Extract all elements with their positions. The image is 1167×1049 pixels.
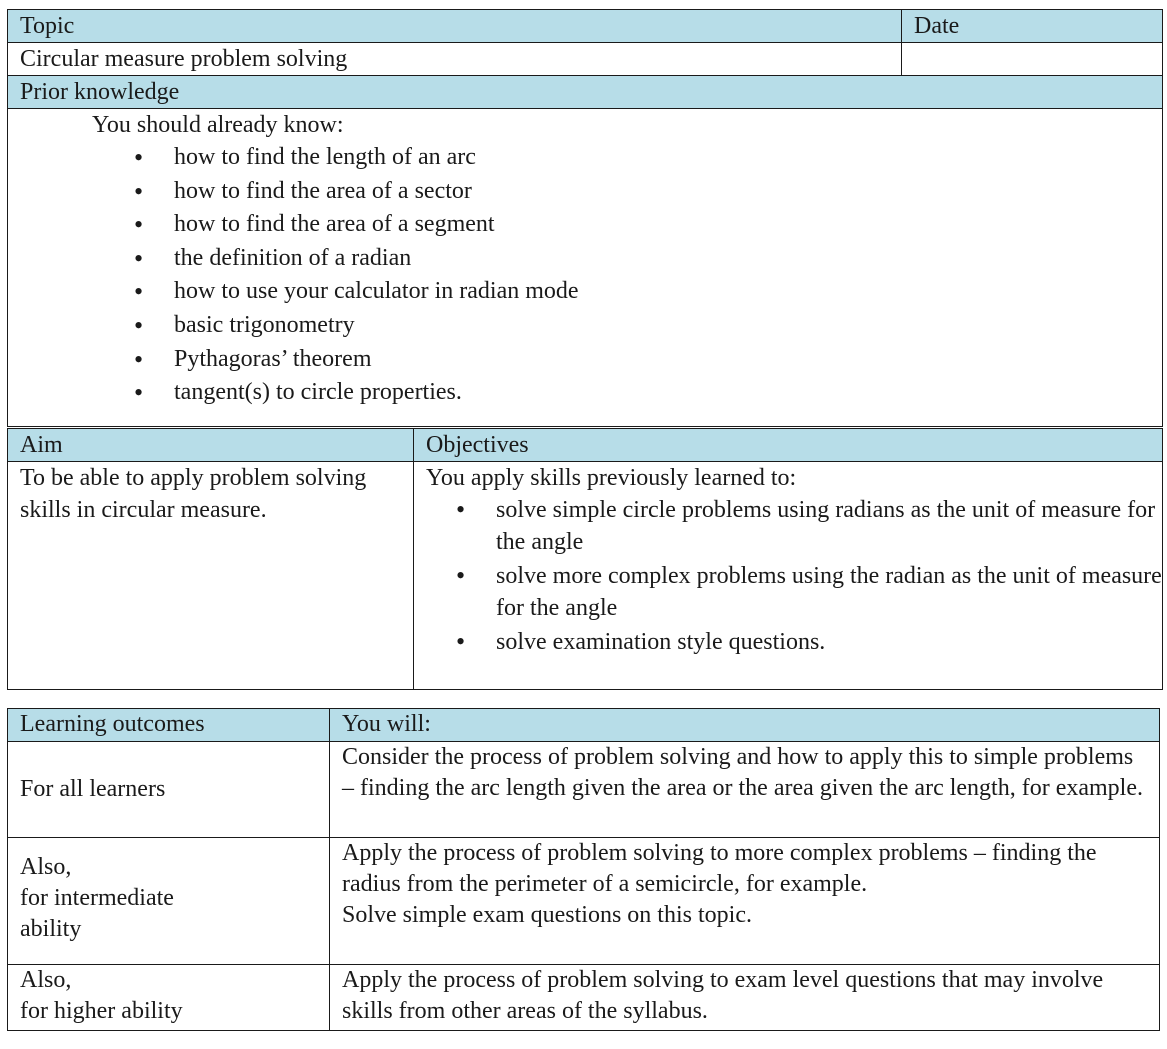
table-row <box>8 838 1160 965</box>
list-item: • basic trigonometry <box>174 309 1162 343</box>
objectives-intro: You apply skills previously learned to: <box>426 465 797 491</box>
list-item: • how to find the area of a segment <box>174 208 1162 242</box>
aim-text: To be able to apply problem solving skills in circular measure. <box>8 462 414 690</box>
outcome-audience-line: For all learners <box>20 776 166 802</box>
outcome-text: Apply the process of problem solving to exam level questions that may involve skills from other areas of the syllabus. <box>330 965 1160 1031</box>
outcome-audience-line: for intermediate ability <box>20 885 174 942</box>
outcome-text <box>330 838 1160 965</box>
date-header: Date <box>902 10 1163 43</box>
objectives-list <box>426 494 1162 658</box>
topic-value: Circular measure problem solving <box>8 43 902 76</box>
list-item: • solve simple circle problems using radians as the unit of measure for the angle <box>496 494 1162 558</box>
outcome-audience <box>8 965 330 1031</box>
outcome-audience <box>8 838 330 965</box>
you-will-header: You will: <box>330 709 1160 742</box>
learning-outcomes-header: Learning outcomes <box>8 709 330 742</box>
prior-knowledge-body <box>8 109 1163 427</box>
objectives-body <box>414 462 1163 690</box>
outcome-text: Consider the process of problem solving and how to apply this to simple problems – finding the arc length given the area or the area given the arc length, for example. <box>330 742 1160 838</box>
list-item: • tangent(s) to circle properties. <box>174 376 1162 410</box>
outcome-text-line: Solve simple exam questions on this topic. <box>342 902 752 928</box>
aim-header: Aim <box>8 429 414 462</box>
outcome-audience-line: for higher ability <box>20 998 183 1024</box>
topic-prior-knowledge-table <box>7 9 1163 427</box>
outcome-audience-line: Also, <box>20 967 72 993</box>
table-row <box>8 965 1160 1031</box>
prior-knowledge-header: Prior knowledge <box>8 76 1163 109</box>
table-row <box>8 742 1160 838</box>
list-item: • the definition of a radian <box>174 242 1162 276</box>
list-item: • Pythagoras’ theorem <box>174 343 1162 377</box>
list-item: • solve more complex problems using the radian as the unit of measure for the angle <box>496 560 1162 624</box>
outcome-audience-line: Also, <box>20 854 72 880</box>
list-item: • solve examination style questions. <box>496 626 1162 658</box>
prior-knowledge-list <box>8 141 1162 426</box>
topic-header: Topic <box>8 10 902 43</box>
list-item: • how to find the area of a sector <box>174 175 1162 209</box>
list-item: • how to find the length of an arc <box>174 141 1162 175</box>
aim-objectives-table <box>7 428 1163 690</box>
outcome-text-line: Apply the process of problem solving to more complex problems – finding the radius from the perimeter of a semicircle, for example. <box>342 840 1097 897</box>
objectives-header: Objectives <box>414 429 1163 462</box>
list-item: • how to use your calculator in radian mode <box>174 275 1162 309</box>
outcome-audience <box>8 742 330 838</box>
prior-knowledge-intro: You should already know: <box>92 112 344 138</box>
date-value <box>902 43 1163 76</box>
learning-outcomes-table <box>7 708 1160 1031</box>
